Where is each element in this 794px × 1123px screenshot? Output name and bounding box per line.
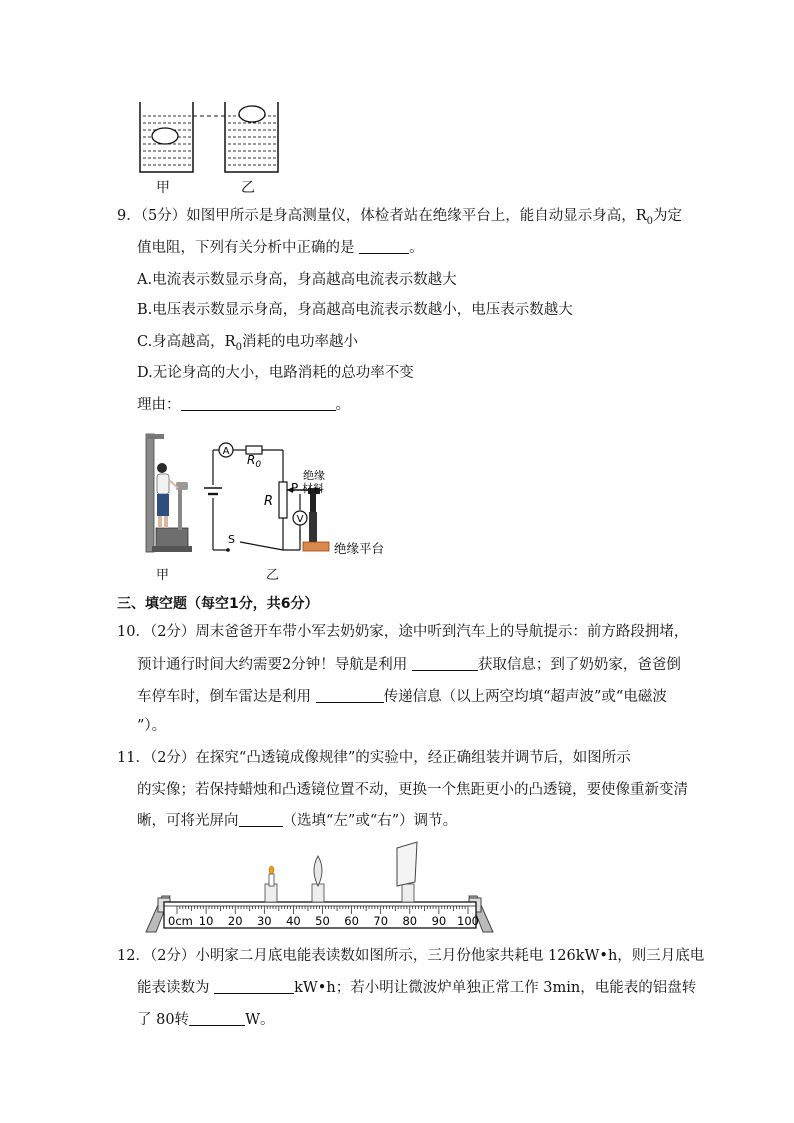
ruler-tick-label: 70 (373, 914, 389, 928)
switch-symbol (226, 548, 230, 552)
ruler-tick-label: 80 (402, 914, 418, 928)
circuit-figure (140, 430, 410, 555)
q10-line4: ”）。 (137, 718, 167, 734)
ruler-unit-label: 0cm (168, 914, 193, 928)
q12-blank-1[interactable] (214, 979, 294, 994)
q11-line1: 11．（2分）在探究“凸透镜成像规律”的实验中，经正确组装并调节后，如图所示 (117, 750, 631, 766)
ruler-tick-label: 100 (457, 914, 479, 928)
q9-reason-blank[interactable] (181, 396, 336, 411)
voltmeter-label: V (296, 514, 304, 525)
q10-blank-1[interactable] (412, 656, 478, 671)
circuit-label-yi: 乙 (266, 568, 280, 583)
q11-line2: 的实像；若保持蜡烛和凸透镜位置不动，更换一个焦距更小的凸透镜，要使像重新变清 (137, 782, 688, 798)
insulating-platform-block (303, 542, 329, 551)
convex-lens (312, 856, 324, 902)
beaker-left (140, 102, 193, 172)
q9-line2: 值电阻，下列有关分析中正确的是 。 (137, 240, 424, 256)
switch-label: S (228, 533, 235, 546)
ruler-tick-label: 40 (286, 914, 301, 928)
q12-line3: 了 80转 W。 (137, 1012, 275, 1028)
q11-line3: 晰，可将光屏向 （选填“左”或“右”）调节。 (137, 813, 458, 829)
q11-blank[interactable] (239, 812, 283, 827)
section-title: 三、填空题（每空1分，共6分） (117, 596, 319, 612)
q9-reason: 理由： 。 (137, 397, 350, 413)
platform-label: 绝缘平台 (334, 541, 385, 555)
beaker-label-right: 乙 (241, 180, 255, 196)
ruler-tick-label: 30 (256, 914, 272, 928)
circuit-label-jia: 甲 (156, 568, 170, 583)
ruler-tick-label: 10 (198, 914, 214, 928)
q9-option-c: C.身高越高，$R_0$消耗的电功率越小 (137, 334, 358, 353)
q10-blank-2[interactable] (316, 688, 384, 703)
q9-option-a: A.电流表示数显示身高，身高越高电流表示数越大 (137, 272, 457, 288)
insulating-material-label-2: 材料 (302, 482, 324, 495)
beaker-label-left: 甲 (156, 180, 170, 196)
height-meter-device (146, 434, 192, 552)
beaker-right (225, 102, 278, 172)
resistor-r (279, 482, 287, 518)
slider-p-label: P (291, 481, 299, 495)
ruler-tick-label: 60 (344, 914, 359, 928)
light-screen (397, 842, 417, 902)
ruler-tick-label: 20 (227, 914, 243, 928)
q10-line3: 车停车时，倒车雷达是利用 传递信息（以上两空均填“超声波”或“电磁波 (137, 689, 667, 705)
q9-answer-blank[interactable] (359, 239, 409, 254)
r-label: R (264, 494, 274, 509)
q9-option-b: B.电压表示数显示身高，身高越高电流表示数越小，电压表示数越大 (137, 302, 573, 318)
ruler-tick-label: 90 (431, 914, 447, 928)
r0-label: $R_0$ (247, 453, 262, 470)
q12-line2: 能表读数为 kW•h；若小明让微波炉单独正常工作 3min，电能表的铝盘转 (137, 980, 697, 996)
optical-bench-figure (140, 840, 500, 938)
insulating-material-label-1: 绝缘 (303, 469, 325, 482)
battery-symbol (204, 488, 222, 494)
q12-blank-2[interactable] (189, 1011, 245, 1026)
ammeter-label: A (222, 446, 230, 457)
person-figure (157, 463, 178, 528)
candle (265, 866, 277, 902)
q9-line1: 9．（5分）如图甲所示是身高测量仪，体检者站在绝缘平台上，能自动显示身高，$R_0$为定 (117, 208, 682, 227)
q10-line1: 10．（2分）周末爸爸开车带小军去奶奶家，途中听到汽车上的导航提示：前方路段拥堵， (117, 624, 689, 640)
q9-option-d: D.无论身高的大小，电路消耗的总功率不变 (137, 365, 414, 381)
q10-line2: 预计通行时间大约需要2分钟！导航是利用 获取信息；到了奶奶家，爸爸倒 (137, 657, 681, 673)
ruler-tick-label: 50 (315, 914, 330, 928)
q12-line1: 12．（2分）小明家二月底电能表读数如图所示，三月份他家共耗电 126kW•h，则三月底电 (117, 948, 705, 964)
